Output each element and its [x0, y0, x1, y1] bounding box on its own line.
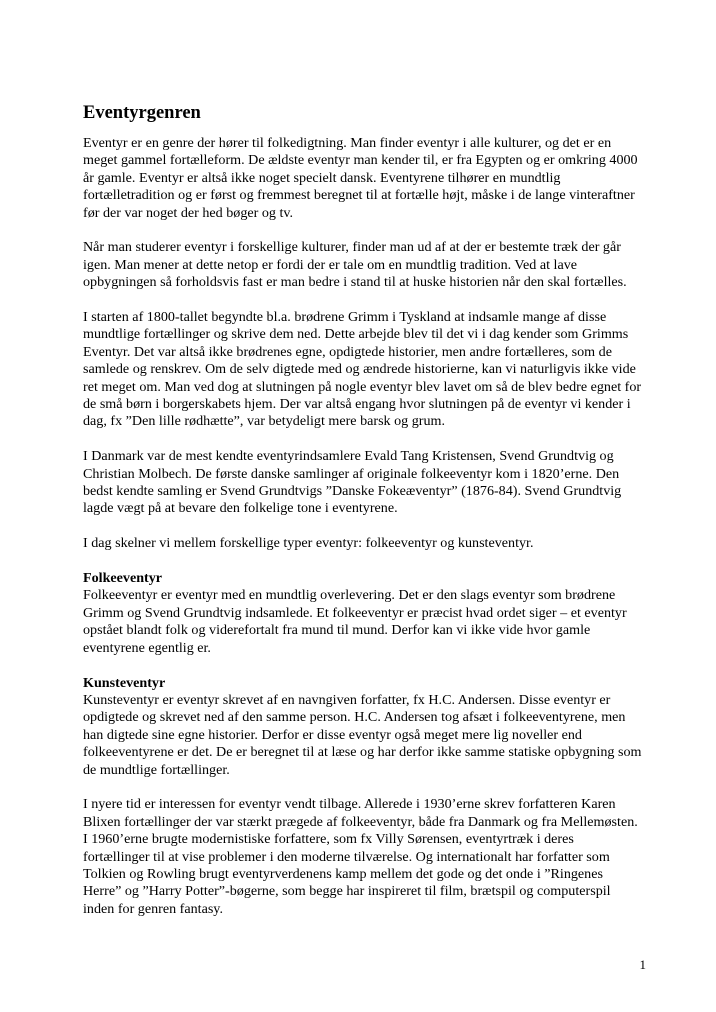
folkeeventyr-heading: Folkeeventyr	[83, 570, 163, 587]
intro-paragraph-2: Når man studerer eventyr i forskellige kulturer, finder man ud af at der er bestemte træk der går igen. Man mener at dette netop er fordi der er tale om en mundtlig tradition. Ved at lave opbygningen så forholdsvis fast er man bedre i stand til at huske historien når den skal fortælles.	[83, 239, 627, 291]
document-title: Eventyrgenren	[83, 103, 201, 123]
kunsteventyr-text: Kunsteventyr er eventyr skrevet af en navngiven forfatter, fx H.C. Andersen. Disse eventyr er opdigtede og skrevet ned af den samme person. H.C. Andersen tog afsæt i folkeeventyrene, men han digtede sine egne historier. Derfor er disse eventyr også meget mere lig noveller end folkeeventyrene er det. De er beregnet til at læse og har derfor ikke samme statiske opbygning som de mundtlige fortællinger.	[83, 691, 642, 778]
intro-paragraph-1: Eventyr er en genre der hører til folkedigtning. Man finder eventyr i alle kulturer, og det er en meget gammel fortælleform. De ældste eventyr man kender til, er fra Egypten og er omkring 4000 år gamle. Eventyr er altså ikke noget specielt dansk. Eventyrene tilhører en mundtlig fortælletradition og er først og fremmest beregnet til at fortælle højt, måske i de lange vinteraftner før der var noget der hed bøger og tv.	[83, 135, 638, 221]
kunsteventyr-heading: Kunsteventyr	[83, 674, 166, 691]
kunsteventyr-section	[83, 675, 643, 779]
closing-paragraph: I nyere tid er interessen for eventyr vendt tilbage. Allerede i 1930’erne skrev forfatteren Karen Blixen fortællinger der var stærkt prægede af folkeeventyr, både fra Danmark og fra Mellemøsten. I 1960’erne brugte modernistiske forfattere, som fx Villy Sørensen, eventyrtræk i deres fortællinger til at vise problemer i den moderne tilværelse. Og internationalt har forfatter som Tolkien og Rowling brugt eventyrverdenens kamp mellem det gode og det onde i ”Ringenes Herre” og ”Harry Potter”-bøgerne, som begge har inspireret til film, brætspil og computerspil inden for genren fantasy.	[83, 796, 638, 917]
document-body	[83, 101, 643, 936]
folkeeventyr-text: Folkeeventyr er eventyr med en mundtlig overlevering. Det er den slags eventyr som brødrene Grimm og Svend Grundtvig indsamlede. Et folkeeventyr er præcist hvad ordet siger – et eventyr opstået blandt folk og viderefortalt fra mund til mund. Derfor kan vi ikke vide hvor gamle eventyrene egentlig er.	[83, 587, 627, 656]
page-number: 1	[639, 957, 646, 972]
intro-paragraph-4: I Danmark var de mest kendte eventyrindsamlere Evald Tang Kristensen, Svend Grundtvig og Christian Molbech. De første danske samlinger af originale folkeeventyr kom i 1820’erne. Den bedst kendte samling er Svend Grundtvigs ”Danske Fokeæventyr” (1876-84). Svend Grundtvig lagde vægt på at bevare den folkelige tone i eventyrene.	[83, 448, 622, 517]
intro-paragraph-3: I starten af 1800-tallet begyndte bl.a. brødrene Grimm i Tyskland at indsamle mange af disse mundtlige fortællinger og skrive dem ned. Dette arbejde blev til det vi i dag kender som Grimms Eventyr. Det var altså ikke brødrenes egne, opdigtede historier, men andre fortælleres, som de samlede og renskrev. Om de selv digtede med og ændrede historierne, kan vi naturligvis ikke vide ret meget om. Man ved dog at slutningen på nogle eventyr blev lavet om så de blev bedre egnet for de små børn i borgerskabets hjem. Der var altså engang hvor slutningen på de eventyr vi kender i dag, fx ”Den lille rødhætte”, var betydeligt mere barsk og grum.	[83, 309, 642, 430]
intro-paragraph-5: I dag skelner vi mellem forskellige typer eventyr: folkeeventyr og kunsteventyr.	[83, 535, 534, 552]
folkeeventyr-section	[83, 570, 643, 657]
